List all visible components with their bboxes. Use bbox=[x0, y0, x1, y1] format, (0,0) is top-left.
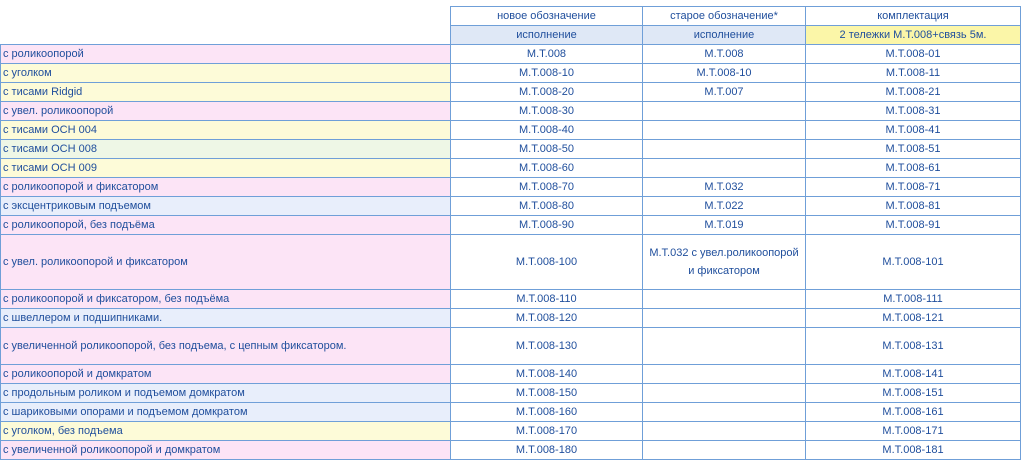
row-old-designation-cell bbox=[643, 309, 806, 328]
row-old-designation-cell bbox=[643, 365, 806, 384]
table-row bbox=[1, 102, 1021, 121]
row-old-designation-cell bbox=[643, 121, 806, 140]
row-kit-cell: М.Т.008-31 bbox=[806, 102, 1021, 121]
row-kit-cell: М.Т.008-21 bbox=[806, 83, 1021, 102]
row-new-designation-cell: М.Т.008-70 bbox=[451, 178, 643, 197]
row-name-cell: с роликоопорой и фиксатором bbox=[1, 178, 451, 197]
row-kit-cell: М.Т.008-131 bbox=[806, 328, 1021, 365]
row-old-designation-cell bbox=[643, 290, 806, 309]
row-name-cell: с увел. роликоопорой и фиксатором bbox=[1, 235, 451, 290]
row-name-cell: с продольным роликом и подъемом домкратом bbox=[1, 384, 451, 403]
row-kit-cell: М.Т.008-141 bbox=[806, 365, 1021, 384]
row-name-cell: с роликоопорой и фиксатором, без подъёма bbox=[1, 290, 451, 309]
row-kit-cell: М.Т.008-171 bbox=[806, 422, 1021, 441]
row-name-cell: с швеллером и подшипниками. bbox=[1, 309, 451, 328]
row-name-cell: с увеличенной роликоопорой, без подъема, с цепным фиксатором. bbox=[1, 328, 451, 365]
row-name-cell: с эксцентриковым подъемом bbox=[1, 197, 451, 216]
subheader-kit-contents: 2 тележки М.Т.008+связь 5м. bbox=[806, 26, 1021, 45]
table-row bbox=[1, 64, 1021, 83]
table-row bbox=[1, 45, 1021, 64]
row-kit-cell: М.Т.008-71 bbox=[806, 178, 1021, 197]
table-row bbox=[1, 121, 1021, 140]
row-new-designation-cell: М.Т.008-40 bbox=[451, 121, 643, 140]
table-row bbox=[1, 159, 1021, 178]
row-new-designation-cell: М.Т.008-110 bbox=[451, 290, 643, 309]
row-kit-cell: М.Т.008-11 bbox=[806, 64, 1021, 83]
designation-table bbox=[0, 6, 1021, 460]
row-old-designation-cell: М.Т.022 bbox=[643, 197, 806, 216]
row-name-cell: с роликоопорой и домкратом bbox=[1, 365, 451, 384]
row-name-cell: с тисами ОСН 009 bbox=[1, 159, 451, 178]
row-new-designation-cell: М.Т.008-100 bbox=[451, 235, 643, 290]
row-old-designation-cell bbox=[643, 159, 806, 178]
subheader-old-version: исполнение bbox=[643, 26, 806, 45]
row-name-cell: с увел. роликоопорой bbox=[1, 102, 451, 121]
row-old-designation-cell bbox=[643, 328, 806, 365]
row-name-cell: с роликоопорой, без подъёма bbox=[1, 216, 451, 235]
row-new-designation-cell: М.Т.008-180 bbox=[451, 441, 643, 460]
row-new-designation-cell: М.Т.008-160 bbox=[451, 403, 643, 422]
row-new-designation-cell: М.Т.008-120 bbox=[451, 309, 643, 328]
table-row bbox=[1, 83, 1021, 102]
row-old-designation-cell bbox=[643, 403, 806, 422]
row-kit-cell: М.Т.008-01 bbox=[806, 45, 1021, 64]
row-old-designation-cell bbox=[643, 140, 806, 159]
row-new-designation-cell: М.Т.008-10 bbox=[451, 64, 643, 83]
row-name-cell: с тисами ОСН 008 bbox=[1, 140, 451, 159]
row-kit-cell: М.Т.008-81 bbox=[806, 197, 1021, 216]
row-name-cell: с тисами ОСН 004 bbox=[1, 121, 451, 140]
row-old-designation-cell bbox=[643, 384, 806, 403]
row-new-designation-cell: М.Т.008-60 bbox=[451, 159, 643, 178]
table-row bbox=[1, 441, 1021, 460]
row-kit-cell: М.Т.008-151 bbox=[806, 384, 1021, 403]
row-name-cell: с роликоопорой bbox=[1, 45, 451, 64]
table-row bbox=[1, 365, 1021, 384]
header-new-designation: новое обозначение bbox=[451, 7, 643, 26]
row-old-designation-cell: М.Т.032 с увел.роликоопорой и фиксатором bbox=[643, 235, 806, 290]
row-new-designation-cell: М.Т.008 bbox=[451, 45, 643, 64]
table-row bbox=[1, 422, 1021, 441]
row-name-cell: с увеличенной роликоопорой и домкратом bbox=[1, 441, 451, 460]
row-old-designation-cell: М.Т.008-10 bbox=[643, 64, 806, 83]
row-name-cell: с уголком, без подъема bbox=[1, 422, 451, 441]
row-old-designation-cell: М.Т.007 bbox=[643, 83, 806, 102]
empty-corner-cell bbox=[1, 26, 451, 45]
row-kit-cell: М.Т.008-181 bbox=[806, 441, 1021, 460]
row-kit-cell: М.Т.008-161 bbox=[806, 403, 1021, 422]
header-row-1 bbox=[1, 7, 1021, 26]
row-kit-cell: М.Т.008-51 bbox=[806, 140, 1021, 159]
table-row bbox=[1, 309, 1021, 328]
row-new-designation-cell: М.Т.008-80 bbox=[451, 197, 643, 216]
row-new-designation-cell: М.Т.008-150 bbox=[451, 384, 643, 403]
empty-corner-cell bbox=[1, 7, 451, 26]
header-row-2 bbox=[1, 26, 1021, 45]
row-old-designation-cell: М.Т.032 bbox=[643, 178, 806, 197]
table-row bbox=[1, 216, 1021, 235]
table-row bbox=[1, 403, 1021, 422]
row-kit-cell: М.Т.008-91 bbox=[806, 216, 1021, 235]
row-new-designation-cell: М.Т.008-140 bbox=[451, 365, 643, 384]
row-kit-cell: М.Т.008-61 bbox=[806, 159, 1021, 178]
table-row bbox=[1, 235, 1021, 290]
row-old-designation-cell bbox=[643, 102, 806, 121]
table-row bbox=[1, 197, 1021, 216]
row-new-designation-cell: М.Т.008-50 bbox=[451, 140, 643, 159]
table-row bbox=[1, 178, 1021, 197]
header-kit: комплектация bbox=[806, 7, 1021, 26]
table-row bbox=[1, 140, 1021, 159]
row-name-cell: с тисами Ridgid bbox=[1, 83, 451, 102]
row-name-cell: с шариковыми опорами и подъемом домкратом bbox=[1, 403, 451, 422]
row-old-designation-cell: М.Т.008 bbox=[643, 45, 806, 64]
row-kit-cell: М.Т.008-111 bbox=[806, 290, 1021, 309]
row-name-cell: с уголком bbox=[1, 64, 451, 83]
table-row bbox=[1, 290, 1021, 309]
row-new-designation-cell: М.Т.008-20 bbox=[451, 83, 643, 102]
row-old-designation-cell: М.Т.019 bbox=[643, 216, 806, 235]
header-old-designation: старое обозначение* bbox=[643, 7, 806, 26]
table-row bbox=[1, 384, 1021, 403]
row-old-designation-cell bbox=[643, 441, 806, 460]
row-new-designation-cell: М.Т.008-30 bbox=[451, 102, 643, 121]
row-kit-cell: М.Т.008-121 bbox=[806, 309, 1021, 328]
row-new-designation-cell: М.Т.008-90 bbox=[451, 216, 643, 235]
subheader-new-version: исполнение bbox=[451, 26, 643, 45]
row-new-designation-cell: М.Т.008-130 bbox=[451, 328, 643, 365]
row-old-designation-cell bbox=[643, 422, 806, 441]
row-kit-cell: М.Т.008-41 bbox=[806, 121, 1021, 140]
table-row bbox=[1, 328, 1021, 365]
row-new-designation-cell: М.Т.008-170 bbox=[451, 422, 643, 441]
row-kit-cell: М.Т.008-101 bbox=[806, 235, 1021, 290]
